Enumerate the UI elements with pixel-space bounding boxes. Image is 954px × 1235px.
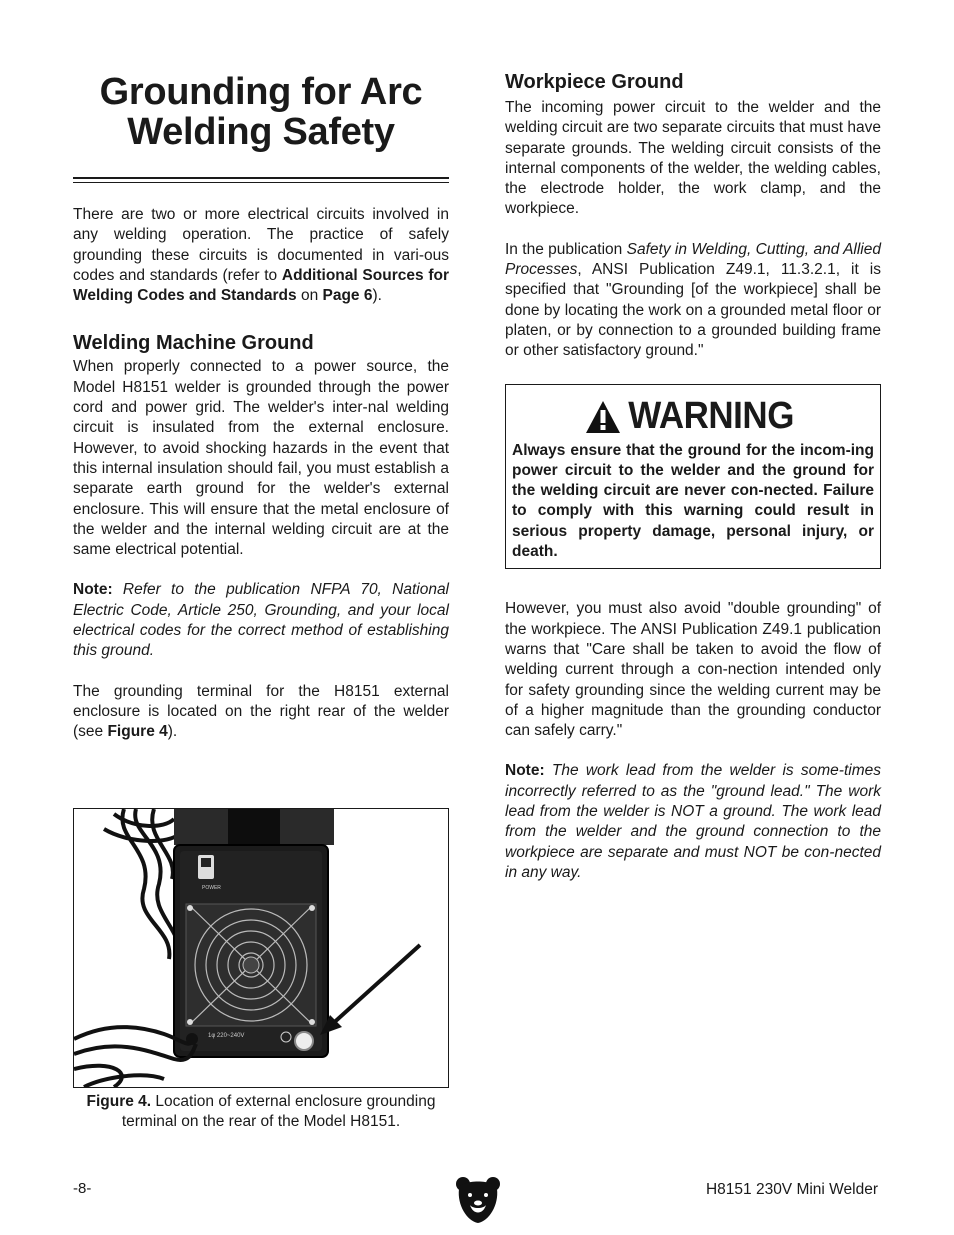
voltage-label: 1φ 220~240V bbox=[208, 1033, 245, 1039]
warning-triangle-icon bbox=[585, 400, 621, 434]
grounding-terminal bbox=[295, 1032, 313, 1050]
title-line-2: Welding Safety bbox=[127, 111, 395, 153]
warning-text: Always ensure that the ground for the incom-ing power circuit to the welder and the ground for the welding circuit are never con-nected. Failure to comply with this warning could result in serious property damage, personal injury, or death. bbox=[512, 441, 874, 561]
machine-ground-paragraph: When properly connected to a power source, the Model H8151 welder is grounded through the power cord and power grid. The welder's inter-nal welding circuit is insulated from the external enclosure. However, to avoid shocking hazards in the event that this internal insulation should fail, you must establish a separate earth ground for the welder's external enclosure. This will ensure that the metal enclosure of the welder and the internal welding circuit are at the same electrical potential. bbox=[73, 358, 449, 559]
machine-ground-heading: Welding Machine Ground bbox=[73, 332, 314, 355]
warning-header bbox=[512, 393, 874, 441]
publication-paragraph: In the publication Safety in Welding, Cutting, and Allied Processes, ANSI Publication Z49.1, 11.3.2.1, it is specified that "Grounding [of the workpiece] shall be done by locating the work on a grounded metal floor or platen, or by connection to a grounded building frame or other satisfactory ground." bbox=[505, 240, 881, 360]
right-column bbox=[505, 70, 881, 883]
figure-4-caption: Figure 4. Location of external enclosure grounding terminal on the rear of the Model H8151. bbox=[86, 1093, 436, 1131]
workpiece-ground-heading: Workpiece Ground bbox=[505, 71, 684, 93]
footer-product-title: H8151 230V Mini Welder bbox=[705, 1181, 878, 1198]
title-rule-top bbox=[73, 177, 449, 179]
right-note-paragraph: Note: The work lead from the welder is some-times incorrectly referred to as the "ground lead." The work lead from the welder is NOT a ground. The work lead from the welder and the ground connection to the workpiece are separate and must NOT be con-nected in any way. bbox=[505, 762, 881, 881]
power-label: POWER bbox=[202, 885, 221, 891]
bear-head-logo-icon bbox=[455, 1175, 501, 1225]
page-number: -8- bbox=[73, 1180, 92, 1197]
figure-4-photo bbox=[73, 808, 449, 1088]
warning-box bbox=[505, 384, 881, 570]
workpiece-ground-paragraph: The incoming power circuit to the welder and the welding circuit are two separate circuits that must have separate grounds. The welding circuit consists of the internal components of the welder, the welding cables, the electrode holder, the work clamp, and the workpiece. bbox=[505, 99, 881, 218]
left-column bbox=[73, 70, 449, 743]
title-line-1: Grounding for Arc bbox=[99, 71, 423, 113]
terminal-paragraph: The grounding terminal for the H8151 external enclosure is located on the right rear of the welder (see Figure 4). bbox=[73, 682, 449, 741]
double-grounding-paragraph: However, you must also avoid "double grounding" of the workpiece. The ANSI Publication Z49.1 publication warns that "Care shall be taken to avoid the flow of welding current through a con-nection intended only for safety grounding since the welding current may be of a higher magnitude than the grounding conductor can safely carry." bbox=[505, 600, 881, 740]
warning-title: WARNING bbox=[628, 395, 794, 438]
page-title bbox=[73, 70, 449, 152]
intro-paragraph: There are two or more electrical circuits involved in any welding operation. The practice of safely grounding these circuits is documented in vari-ous codes and standards (refer to Additional Sources for Welding Codes and Standards on Page 6). bbox=[73, 206, 449, 305]
left-note-paragraph: Note: Refer to the publication NFPA 70, National Electric Code, Article 250, Grounding, and your local electrical codes for the correct method of establishing this ground. bbox=[73, 581, 450, 660]
